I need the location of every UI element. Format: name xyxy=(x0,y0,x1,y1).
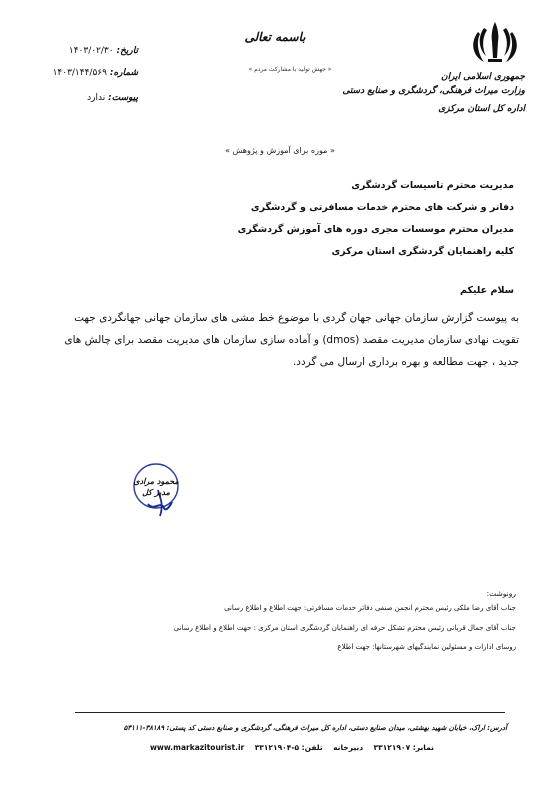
footer-fax: نمابر: ۳۳۱۲۱۹۰۷ xyxy=(373,743,434,752)
cc-line-2: جناب آقای جمال قربانی رئیس محترم تشکل حرفه ای راهنمایان گردشگری استان مرکزی : جهت اطلاع و اطلاع رسانی xyxy=(173,624,516,632)
addressee-3: مدیران محترم موسسات مجری دوره های آموزش گردشگری xyxy=(237,224,514,235)
footer-address: آدرس: اراک، خیابان شهید بهشتی، میدان صنایع دستی، اداره کل میراث فرهنگی، گردشگری و صنایع دستی کد پستی: ۳۸۱۸۹-۵۳۱۱۱ xyxy=(123,724,507,732)
museum-line: « موزه برای آموزش و پژوهش » xyxy=(225,146,335,155)
letter-body: به پیوست گزارش سازمان جهانی جهان گردی با موضوع خط مشی های سازمان جهانی جهانگردی جهت تقویت نهادی سازمان مدیریت مقصد (dmos) و آماده سازی سازمان های مدیریت مقصد برای چالش های جدید ، جهت مطالعه و بهره برداری ارسال می گردد. xyxy=(64,312,519,368)
iran-emblem-icon xyxy=(466,18,524,70)
date-value: ۱۴۰۳/۰۲/۳۰ xyxy=(68,46,114,56)
addressee-2: دفاتر و شرکت های محترم خدمات مسافرتی و گردشگری xyxy=(250,202,514,213)
date-row xyxy=(38,46,138,56)
footer-phone: تلفن: ۵-۳۳۱۲۱۹۰۴ xyxy=(254,743,323,752)
cc-line-3: روسای ادارات و مسئولین نمایندگیهای شهرستانها: جهت اطلاع xyxy=(337,643,516,651)
slogan: « جهش تولید با مشارکت مردم » xyxy=(248,66,332,73)
government-line-1: جمهوری اسلامی ایران xyxy=(440,72,525,82)
signer-title: مدیر کل xyxy=(142,488,170,497)
footer-po-box: دبیرخانه xyxy=(333,743,364,752)
letter-title: باسمه تعالی xyxy=(244,30,306,44)
cc-header: رونوشت: xyxy=(486,589,516,598)
addressee-4: کلیه راهنمایان گردشگری استان مرکزی xyxy=(331,246,514,257)
footer-website[interactable]: www.markazitourist.ir xyxy=(150,743,245,752)
greeting: سلام علیکم xyxy=(459,285,514,296)
attachment-row xyxy=(38,93,138,103)
attachment-value: ندارد xyxy=(87,93,106,103)
signature-block xyxy=(130,476,182,498)
addressee-1: مدیریت محترم تاسیسات گردشگری xyxy=(351,180,514,191)
footer-divider xyxy=(75,712,505,713)
footer-contact xyxy=(150,743,434,752)
signer-name: محمود مرادی xyxy=(133,477,179,486)
number-row xyxy=(38,68,138,78)
government-line-3: اداره کل استان مرکزی xyxy=(438,104,525,114)
number-value: ۱۴۰۳/۱۴۴/۵۶۹ xyxy=(52,68,107,78)
number-label: شماره: xyxy=(109,68,138,78)
date-label: تاریخ: xyxy=(116,46,138,56)
cc-line-1: جناب آقای رضا ملکی رئیس محترم انجمن صنفی دفاتر خدمات مسافرتی: جهت اطلاع و اطلاع رسانی xyxy=(224,604,516,612)
government-line-2: وزارت میراث فرهنگی، گردشگری و صنایع دستی xyxy=(342,86,525,96)
attachment-label: پیوست: xyxy=(108,93,138,103)
